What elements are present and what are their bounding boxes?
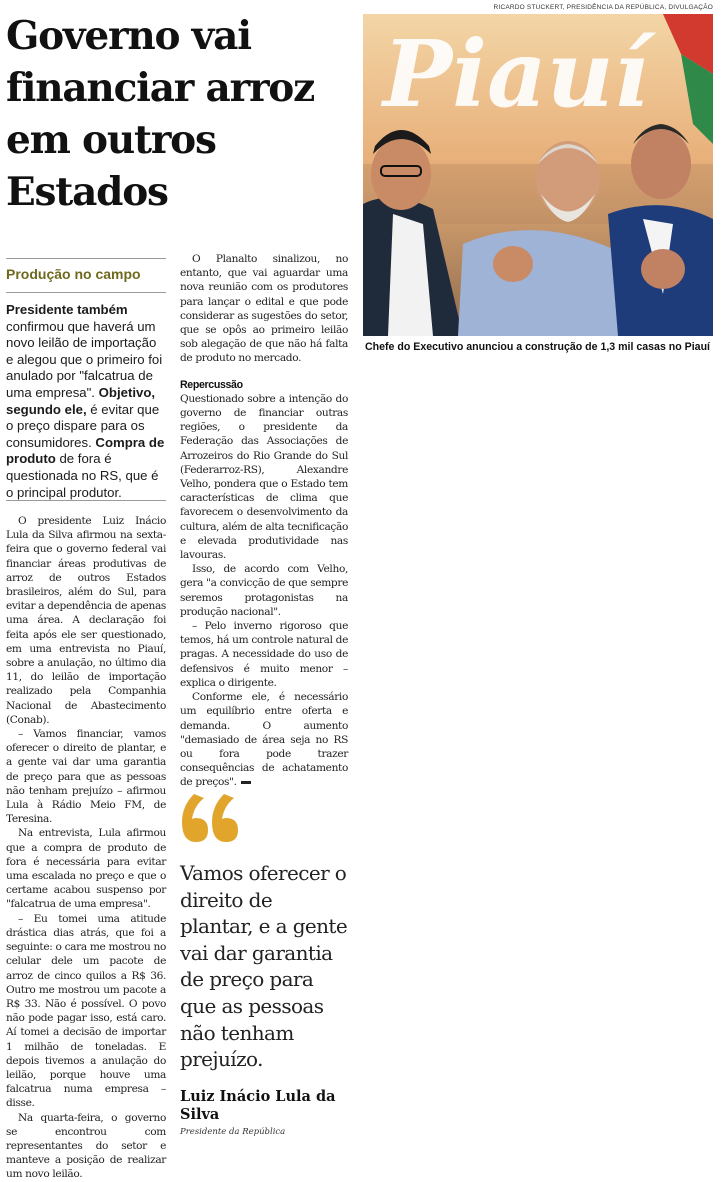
summary-bold: Presidente também	[6, 302, 128, 317]
headline-line: Governo vai	[6, 13, 251, 59]
paragraph: Isso, de acordo com Velho, gera "a convicção de que sempre seremos protagonistas na produção nacional".	[180, 563, 348, 618]
headline-line: em outros	[6, 117, 216, 163]
summary-text: é evitar que o preço dispare para os consumidores.	[6, 401, 160, 450]
summary-text: confirmou que haverá um novo leilão de importação e alegou que o primeiro foi anulado por "falcatrua de uma empresa".	[6, 318, 163, 400]
summary-rule	[6, 500, 166, 501]
section-kicker: Produção no campo	[6, 266, 141, 282]
backdrop-text: Piauí	[383, 20, 649, 128]
end-mark	[241, 781, 251, 784]
news-photo	[363, 14, 713, 336]
kicker-top-rule	[6, 258, 166, 259]
paragraph: Questionado sobre a intenção do governo de financiar outras regiões, o presidente da Federação das Associações de Arrozeiros do Rio Grande do Sul (Federarroz-RS), Alexandre Velho, pondera que o Estado tem características de clima que favorecem o desenvolvimento da cultura, além de alta tecnificação e elevada produtividade nas lavouras.	[180, 392, 348, 562]
paragraph: Na quarta-feira, o governo se encontrou com representantes do setor e manteve a posição de realizar um novo leilão.	[6, 1111, 166, 1181]
summary-bold: Compra de produto	[6, 434, 165, 467]
body-column-1	[6, 514, 166, 1182]
kicker-bottom-rule	[6, 292, 166, 293]
pull-quote-role: Presidente da República	[180, 1127, 286, 1137]
paragraph: Na entrevista, Lula afirmou que a compra de produto de fora é necessária para evitar uma escalada no preço e que o certame acabou suspenso por "falcatrua de uma empresa".	[6, 827, 166, 911]
paragraph: – Eu tomei uma atitude drástica dias atrás, que foi a seguinte: o cara me mostrou no celular dele um pacote de arroz de cinco quilos a R$ 36. Outro me mostrou um pacote a R$ 33. Não é possível. O povo não pode pagar isso, está caro. Aí tomei a decisão de importar 1 milhão de toneladas. E depois tivemos a anulação do leilão, porque houve uma falcatrua numa empresa – disse.	[6, 912, 166, 1110]
headline-line: Estados	[6, 169, 168, 215]
photo-caption: Chefe do Executivo anunciou a construção de 1,3 mil casas no Piauí	[365, 341, 710, 353]
headline	[6, 10, 351, 218]
subheading: Repercussão	[180, 378, 243, 391]
quote-mark-icon	[180, 790, 240, 846]
paragraph: O Planalto sinalizou, no entanto, que vai aguardar uma nova reunião com os produtores para lançar o edital e que pode considerar as sugestões do setor, que se opôs ao primeiro leilão sob alegação de que não há falta de produto no mercado.	[180, 253, 348, 365]
pull-quote-author: Luiz Inácio Lula da Silva	[180, 1088, 336, 1123]
body-column-2	[180, 252, 348, 790]
paragraph: – Vamos financiar, vamos oferecer o direito de plantar, e a gente vai dar uma garantia de preço para que as pessoas não tenham prejuízo – afirmou Lula à Rádio Meio FM, de Teresina.	[6, 728, 166, 826]
paragraph-text: Conforme ele, é necessário um equilíbrio entre oferta e demanda. O aumento "demasiado de área seja no RS ou fora pode trazer consequências de achatamento de preços".	[180, 691, 348, 789]
summary-text: de fora é questionada no RS, que é o principal produtor.	[6, 451, 159, 500]
photo-credit: RICARDO STUCKERT, PRESIDÊNCIA DA REPÚBLICA, DIVULGAÇÃO	[493, 4, 713, 11]
summary-bold: Objetivo, segundo ele,	[6, 384, 156, 417]
photo-illustration	[363, 14, 713, 336]
paragraph: O presidente Luiz Inácio Lula da Silva afirmou na sexta-feira que o governo federal vai financiar áreas produtivas de arroz de outros Estados brasileiros, além do Sul, para evitar a dependência de apenas uma área. A declaração foi feita após ele ser questionado, em uma entrevista no Piauí, sobre a anulação, no último dia 11, do leilão de importação realizado pela Companhia Nacional de Abastecimento (Conab).	[6, 515, 166, 726]
pull-quote-text: Vamos oferecer o direito de plantar, e a gente vai dar garantia de preço para que as pessoas não tenham prejuízo.	[180, 861, 348, 1072]
headline-line: financiar arroz	[6, 65, 315, 111]
paragraph: – Pelo inverno rigoroso que temos, há um controle natural de pragas. A necessidade do uso de defensivos é muito menor – explica o dirigente.	[180, 620, 348, 689]
article-summary	[6, 302, 166, 501]
paragraph	[180, 690, 348, 789]
